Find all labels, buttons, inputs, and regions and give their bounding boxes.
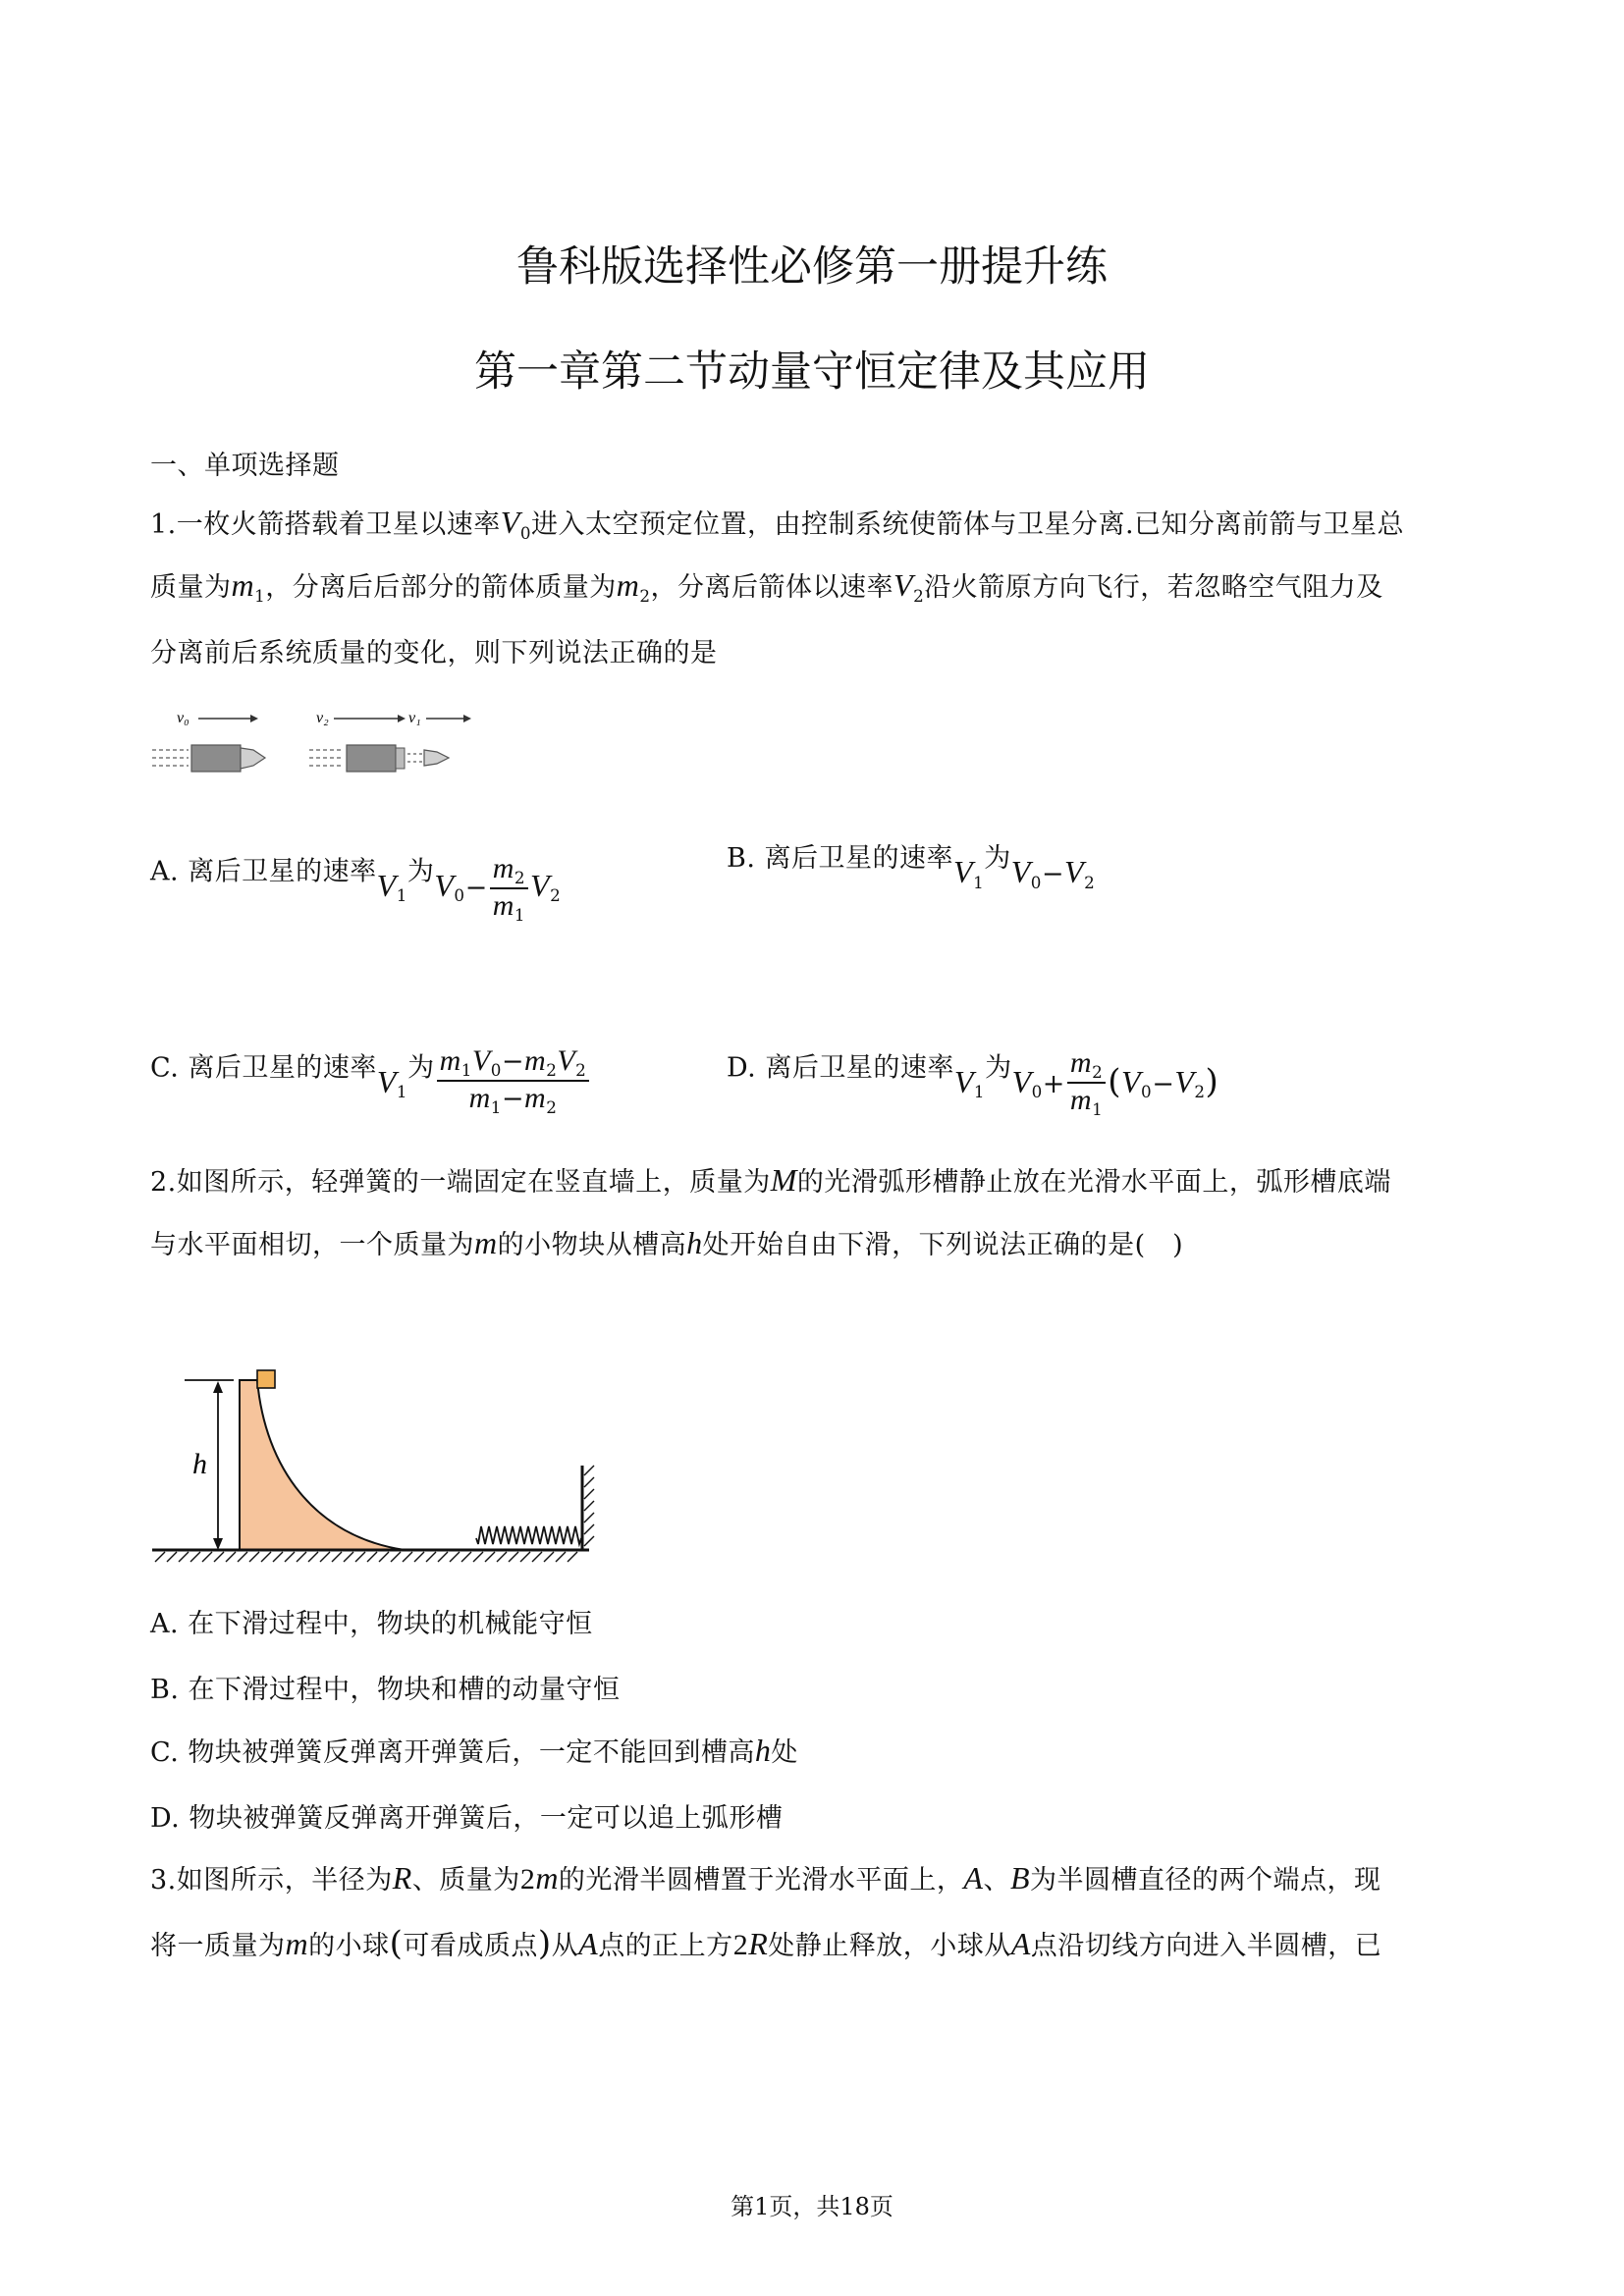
- wall-hatch: [584, 1466, 594, 1546]
- satellite-2: [424, 750, 449, 766]
- v1-label: v₁: [408, 710, 421, 726]
- q3-line1: 3.如图所示，半径为R、质量为2m的光滑半圆槽置于光滑水平面上，A、B为半圆槽直径的两个端点，现: [150, 1860, 1381, 1896]
- q1-line1: 1.一枚火箭搭载着卫星以速率$V_0$进入太空预定位置，由控制系统使箭体与卫星分离.已知分离前箭与卫星总: [150, 505, 1405, 543]
- rocket-figure: [147, 705, 481, 783]
- exhaust-lines-1: [152, 750, 189, 766]
- groove-spring-figure: [147, 1360, 599, 1571]
- q1-option-b[interactable]: B. 离后卫星的速率$V_1$为$V_0-V_2$: [727, 843, 1096, 892]
- rocket-body-1: [191, 745, 241, 772]
- satellite-1: [241, 748, 265, 769]
- h-label: h: [192, 1448, 207, 1480]
- q2-line2: 与水平面相切，一个质量为m的小物块从槽高h处开始自由下滑，下列说法正确的是( ): [150, 1225, 1184, 1260]
- ground-hatch: [155, 1552, 577, 1562]
- q2-option-a[interactable]: A. 在下滑过程中，物块的机械能守恒: [150, 1609, 593, 1639]
- page-title: 鲁科版选择性必修第一册提升练: [516, 242, 1108, 292]
- rocket-ring: [396, 748, 405, 769]
- q3-line2: 将一质量为m的小球(可看成质点)从A点的正上方2R处静止释放，小球从A点沿切线方向进入半圆槽，已: [150, 1924, 1382, 1963]
- q1-line2: 质量为$m_1$，分离后后部分的箭体质量为$m_2$，分离后箭体以速率$V_2$沿火箭原方向飞行，若忽略空气阻力及: [150, 567, 1383, 606]
- page-footer: 第1页，共18页: [731, 2193, 893, 2220]
- q1-option-a[interactable]: A. 离后卫星的速率$V_1$为$V_0-$ $\frac{m_2}{m_1}$ $V_2$: [150, 852, 562, 925]
- q1-line3: 分离前后系统质量的变化，则下列说法正确的是: [150, 638, 718, 668]
- q1-option-d[interactable]: D. 离后卫星的速率$V_1$为$V_0+$ $\frac{m_2}{m_1}$ $(V_0-V_2)$: [727, 1046, 1219, 1119]
- q2-option-d[interactable]: D. 物块被弹簧反弹离开弹簧后，一定可以追上弧形槽: [150, 1803, 784, 1834]
- q2-option-c[interactable]: C. 物块被弹簧反弹离开弹簧后，一定不能回到槽高h处: [150, 1733, 798, 1768]
- q2-option-b[interactable]: B. 在下滑过程中，物块和槽的动量守恒: [150, 1675, 621, 1705]
- page-subtitle: 第一章第二节动量守恒定律及其应用: [474, 347, 1150, 397]
- spring: [476, 1526, 581, 1544]
- rocket-body-2: [347, 745, 396, 772]
- section-heading: 一、单项选择题: [150, 451, 340, 481]
- q1-option-c[interactable]: C. 离后卫星的速率$V_1$为 $\frac{m_1V_0-m_2V_2}{m_1-m_2}$: [150, 1033, 591, 1105]
- q2-line1: 2.如图所示，轻弹簧的一端固定在竖直墙上，质量为M的光滑弧形槽静止放在光滑水平面上，弧形槽底端: [150, 1162, 1391, 1198]
- small-block: [257, 1370, 275, 1388]
- v2-label: v₂: [316, 710, 329, 726]
- arc-groove: [240, 1380, 405, 1550]
- v0-label: v₀: [177, 710, 189, 726]
- exhaust-lines-2: [309, 750, 344, 766]
